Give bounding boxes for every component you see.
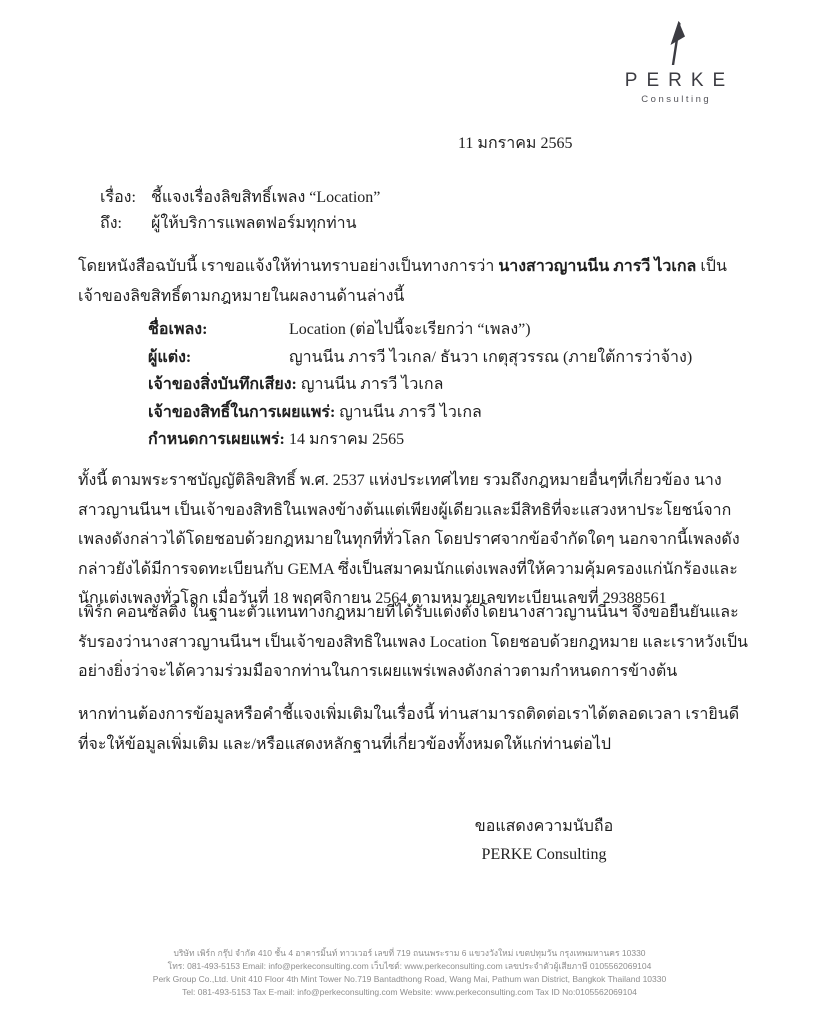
logo-subtitle-text: Consulting [641,94,712,105]
subject-row [100,185,380,210]
body-paragraph-contact: หากท่านต้องการข้อมูลหรือคำชี้แจงเพิ่มเติมในเรื่องนี้ ท่านสามารถติดต่อเราได้ตลอดเวลา เรายินดีที่จะให้ข้อมูลเพิ่มเติม และ/หรือแสดงหลักฐานที่เกี่ยวข้องทั้งหมดให้แก่ท่านต่อไป [78,706,740,753]
field-recording-owner [148,372,708,400]
footer-line-thai-address: บริษัท เพิร์ก กรุ๊ป จำกัด 410 ชั้น 4 อาคารมิ้นท์ ทาวเวอร์ เลขที่ 719 ถนนพระราม 6 แขวงวังใหม่ เขตปทุมวัน กรุงเทพมหานคร 10330 [173,948,646,958]
footer-line-eng-address: Perk Group Co.,Ltd. Unit 410 Floor 4th Mint Tower No.719 Bantadthong Road, Wang Mai, Pathum wan District, Bangkok Thailand 10330 [152,974,667,984]
perke-pennant-icon [658,20,692,66]
intro-paragraph [78,252,748,311]
field-value: Location (ต่อไปนี้จะเรียกว่า “เพลง”) [289,321,531,338]
letterhead-footer [0,947,819,999]
letter-date: 11 มกราคม 2565 [458,135,573,152]
field-label: ชื่อเพลง: [148,321,208,338]
field-label: เจ้าของสิทธิ์ในการเผยแพร่: [148,403,336,421]
to-row [100,211,357,236]
closing-phrase: ขอแสดงความนับถือ [474,818,614,835]
footer-line-eng-contact: Tel: 081-493-5153 Tax E-mail: info@perkeconsulting.com Website: www.perkeconsulting.com Tax ID No:0105562069104 [182,987,637,997]
field-label: กำหนดการเผยแพร่: [148,431,285,448]
field-release-date [148,427,708,455]
subject-text: ชี้แจงเรื่องลิขสิทธิ์เพลง “Location” [151,189,381,206]
footer-line-thai-contact: โทร: 081-493-5153 Email: info@perkeconsulting.com เว็บไซต์: www.perkeconsulting.com เลขประจำตัวผู้เสียภาษี 0105562069104 [167,961,652,971]
song-details-list [148,317,708,455]
subject-label: เรื่อง: [100,189,136,206]
field-value: 14 มกราคม 2565 [289,431,405,448]
to-text: ผู้ให้บริการแพลตฟอร์มทุกท่าน [151,215,357,232]
intro-text-after: เป็นเจ้าของลิขสิทธิ์ตามกฎหมายในผลงานด้านล่างนี้ [78,258,727,305]
field-label: ผู้แต่ง: [148,348,192,366]
logo-brand-text: PERKE [624,70,735,91]
field-value: ญานนีน ภารวี ไวเกล/ ธันวา เกตุสุวรรณ (ภายใต้การว่าจ้าง) [289,348,693,366]
field-value: ญานนีน ภารวี ไวเกล [339,403,482,421]
signature-name: PERKE Consulting [481,846,607,863]
field-song-title [148,317,708,345]
closing-block [424,813,664,869]
to-label: ถึง: [100,215,122,232]
rights-owner-name: นางสาวญานนีน ภารวี ไวเกล [498,258,697,275]
field-label: เจ้าของสิ่งบันทึกเสียง: [148,376,297,393]
body-paragraph-certification: เพิร์ก คอนซัลติ้ง ในฐานะตัวแทนทางกฎหมายที่ได้รับแต่งตั้งโดยนางสาวญานนีนฯ จึงขอยืนยันและรับรองว่านางสาวญานนีนฯ เป็นเจ้าของสิทธิในเพลง Location โดยชอบด้วยกฎหมาย และเราหวังเป็นอย่างยิ่งว่าจะได้ความร่วมมือจากท่านในการเผยแพร่เพลงดังกล่าวตามกำหนดการข้างต้น [78,604,748,680]
body-paragraph-copyright-law: ทั้งนี้ ตามพระราชบัญญัติลิขสิทธิ์ พ.ศ. 2537 แห่งประเทศไทย รวมถึงกฎหมายอื่นๆที่เกี่ยวข้อง นางสาวญานนีนฯ เป็นเจ้าของสิทธิในเพลงข้างต้นแต่เพียงผู้เดียวและมีสิทธิที่จะแสวงหาประโยชน์จากเพลงดังกล่าวได้โดยชอบด้วยกฎหมายในทุกที่ทั่วโลก โดยปราศจากข้อจำกัดใดๆ นอกจากนี้เพลงดังกล่าวยังได้มีการจดทะเบียนกับ GEMA ซึ่งเป็นสมาคมนักแต่งเพลงที่ให้ความคุ้มครองแก่นักร้องและนักแต่งเพลงทั่วโลก เมื่อวันที่ 18 พฤศจิกายน 2564 ตามหมายเลขทะเบียนเลขที่ 29388561 [78,472,740,607]
perke-logo [605,20,745,105]
field-publishing-rights-owner [148,400,708,428]
intro-text-before: โดยหนังสือฉบับนี้ เราขอแจ้งให้ท่านทราบอย่างเป็นทางการว่า [78,258,499,275]
field-value: ญานนีน ภารวี ไวเกล [300,376,444,393]
field-composer [148,345,708,373]
